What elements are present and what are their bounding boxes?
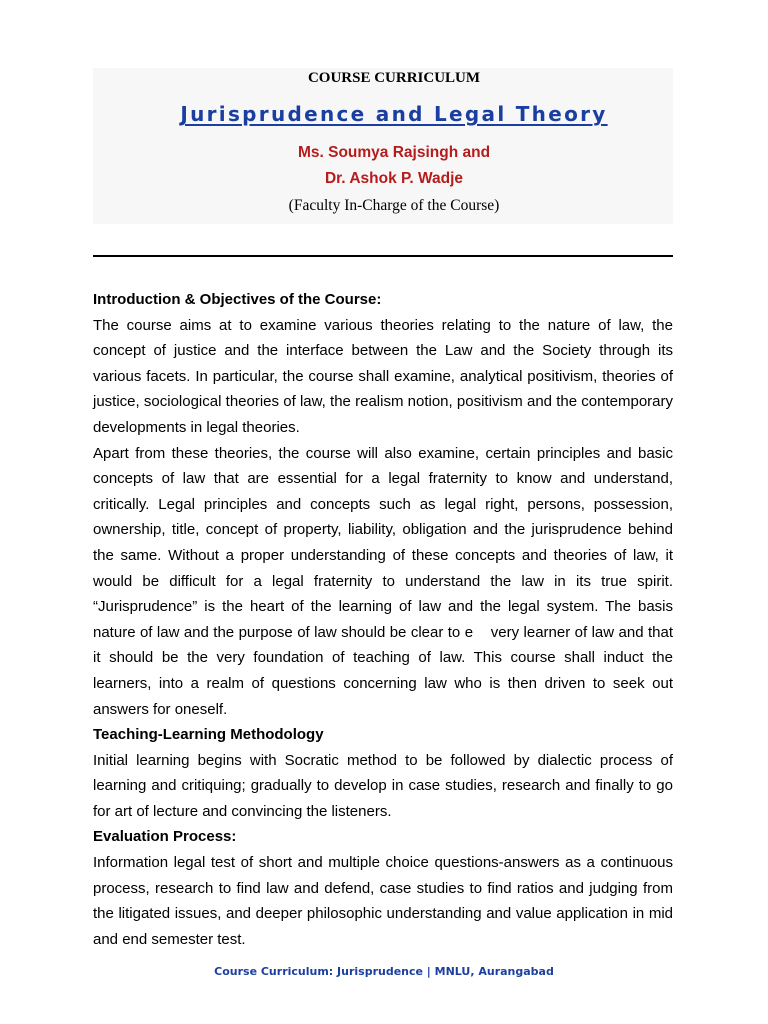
intro-paragraph-2: Apart from these theories, the course will also examine, certain principles and basic concepts of law that are essential for a legal fraternity to know and understand, critically. Legal principles and concepts such as legal right, persons, possession, ownership, title, concept of property, liability, obligation and the jurisprudence behind the same. Without a proper understanding of these concepts and theories of law, it would be difficult for a legal fraternity to understand the law in its true spirit. “Jurisprudence” is the heart of the learning of law and the legal system. The basis nature of law and the purpose of law should be clear to e very learner of law and that it should be the very foundation of teaching of law. This course shall induct the learners, into a realm of questions concerning law who is then driven to seek out answers for oneself. bbox=[93, 444, 678, 718]
course-title: Jurisprudence and Legal Theory bbox=[180, 102, 608, 126]
document-body bbox=[93, 287, 678, 952]
methodology-heading: Teaching-Learning Methodology bbox=[93, 726, 324, 744]
course-label: COURSE CURRICULUM bbox=[307, 70, 481, 86]
evaluation-paragraph: Information legal test of short and multiple choice questions-answers as a continuous process, research to find law and defend, case studies to find ratios and judging from the litigated issues, and deeper philosophic understanding and value application in mid and end semester test. bbox=[93, 854, 673, 948]
evaluation-heading: Evaluation Process: bbox=[93, 828, 237, 846]
intro-paragraph-1: The course aims at to examine various theories relating to the nature of law, the concept of justice and the interface between the Law and the Society through its various facets. In particular, the course shall examine, analytical positivism, theories of justice, sociological theories of law, the realism notion, positivism and the contemporary developments in legal theories. bbox=[93, 316, 673, 436]
divider-rule bbox=[93, 255, 673, 257]
methodology-paragraph: Initial learning begins with Socratic method to be followed by dialectic process of learning and critiquing; gradually to develop in case studies, research and finally to go for art of lecture and convincing the listeners. bbox=[93, 751, 673, 820]
faculty-name-1: Ms. Soumya Rajsingh and bbox=[297, 144, 491, 161]
faculty-name-2: Dr. Ashok P. Wadje bbox=[324, 170, 464, 187]
page-footer: Course Curriculum: Jurisprudence | MNLU, Aurangabad bbox=[214, 965, 554, 978]
intro-heading: Introduction & Objectives of the Course: bbox=[93, 291, 382, 308]
faculty-note: (Faculty In-Charge of the Course) bbox=[288, 197, 500, 214]
